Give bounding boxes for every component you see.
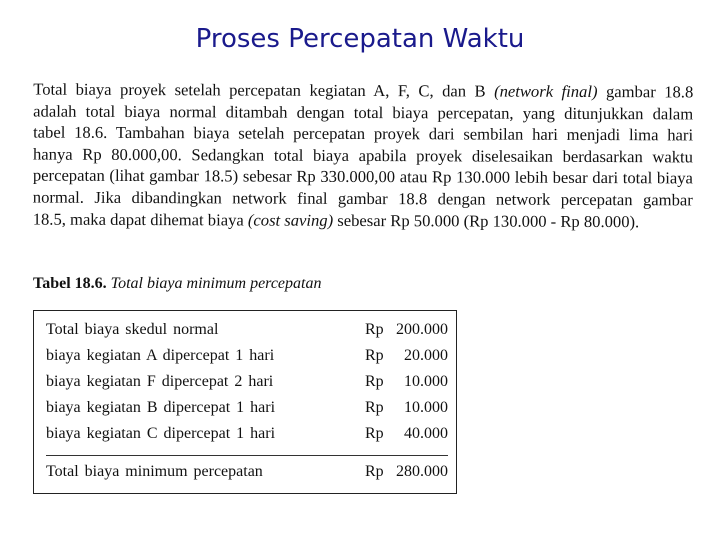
paragraph-line [33, 79, 693, 103]
row-amount: 10.000 [404, 373, 448, 390]
table-row [46, 319, 448, 341]
paragraph-line [33, 165, 693, 189]
row-label: biaya kegiatan F dipercepat 2 hari [46, 373, 274, 390]
total-label: Total biaya minimum percepatan [46, 463, 263, 480]
slide-title: Proses Percepatan Waktu [195, 24, 525, 54]
paragraph-line [33, 100, 693, 124]
row-label: biaya kegiatan A dipercepat 1 hari [46, 347, 275, 364]
table-divider [46, 455, 448, 456]
text: 18.5, maka dapat dihemat biaya [32, 209, 248, 230]
row-currency: Rp [365, 399, 384, 416]
row-label: biaya kegiatan B dipercepat 1 hari [46, 399, 276, 416]
text: sebesar Rp 50.000 (Rp 130.000 - Rp 80.000). [333, 210, 640, 231]
text: hanya Rp 80.000,00. Sedangkan total biaya apabila proyek diselesaikan berdasarkan waktu [32, 144, 694, 167]
text: tabel 18.6. Tambahan biaya setelah percepatan proyek dari sembilan hari menjadi lima hari [33, 122, 694, 145]
italic-term: (network final) [494, 81, 598, 102]
row-label: Total biaya skedul normal [46, 321, 219, 338]
table-row [46, 423, 448, 445]
text: normal. Jika dibandingkan network final gambar 18.8 dengan network percepatan gambar [32, 187, 693, 210]
paragraph-line [33, 187, 693, 211]
row-currency: Rp [365, 373, 384, 390]
table-row [46, 345, 448, 367]
table-row [46, 371, 448, 393]
cost-table [33, 310, 457, 494]
caption-text: Total biaya minimum percepatan [110, 275, 322, 292]
row-amount: 200.000 [396, 321, 448, 338]
row-currency: Rp [365, 321, 384, 338]
table-caption [33, 275, 321, 293]
row-currency: Rp [365, 347, 384, 364]
total-row [46, 461, 448, 483]
table-row [46, 397, 448, 419]
body-paragraph [33, 79, 694, 233]
text: adalah total biaya normal ditambah dengan total biaya percepatan, yang ditunjukkan dalam [33, 101, 694, 124]
italic-term: (cost saving) [247, 210, 334, 230]
row-amount: 40.000 [404, 425, 448, 442]
row-label: biaya kegiatan C dipercepat 1 hari [46, 425, 276, 442]
total-amount: 280.000 [396, 463, 448, 480]
text: percepatan (lihat gambar 18.5) sebesar Rp 330.000,00 atau Rp 130.000 lebih besar dari total biaya [32, 165, 693, 188]
total-currency: Rp [365, 463, 384, 480]
row-amount: 10.000 [404, 399, 448, 416]
paragraph-line [33, 143, 693, 167]
paragraph-line [33, 122, 693, 146]
row-amount: 20.000 [404, 347, 448, 364]
caption-label: Tabel 18.6. [33, 275, 107, 292]
text: gambar 18.8 [597, 82, 694, 102]
paragraph-line [33, 208, 693, 232]
row-currency: Rp [365, 425, 384, 442]
text: Total biaya proyek setelah percepatan kegiatan A, F, C, dan B [33, 79, 495, 101]
